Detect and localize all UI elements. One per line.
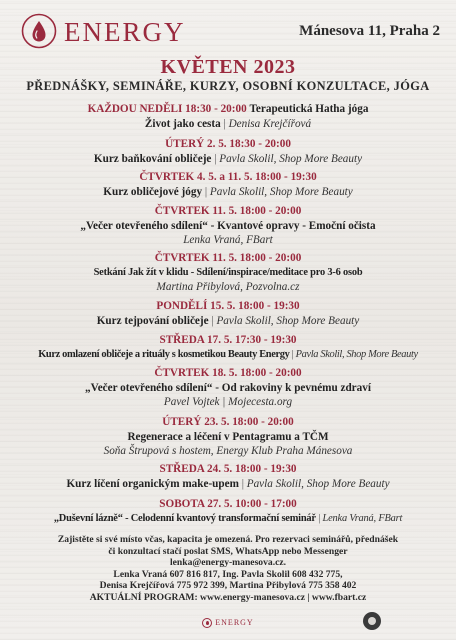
event-title: „Duševní lázně“ - Celodenní kvantový transformační seminář — [53, 512, 316, 524]
footer-logo-text: ENERGY — [215, 618, 254, 627]
event-item — [0, 204, 456, 248]
event-item — [0, 497, 456, 526]
energy-logo-icon — [21, 13, 57, 49]
event-title: Kurz líčení organickým make-upem — [66, 477, 239, 490]
fbart-logo-icon — [363, 612, 381, 630]
footer-email: lenka@energy-manesova.cz. — [169, 557, 287, 569]
event-title: Terapeutická Hatha jóga — [249, 103, 369, 115]
event-lecturer: Pavla Skolil, Shop More Beauty — [295, 348, 418, 360]
event-date: STŘEDA 17. 5. 17:30 - 19:30 — [159, 334, 297, 346]
event-lecturer: Pavel Vojtek | Mojecesta.org — [163, 396, 293, 408]
program-subtitle: PŘEDNÁŠKY, SEMINÁŘE, KURZY, OSOBNÍ KONZULTACE, JÓGA — [26, 79, 430, 93]
event-title: Kurz omlazení obličeje a rituály s kosmetikou Beauty Energy — [38, 348, 290, 360]
event-date: ÚTERÝ 2. 5. 18:30 - 20:00 — [165, 138, 291, 150]
event-lecturer: Martina Přibylová, Pozvolna.cz — [156, 281, 300, 293]
event-item — [0, 415, 456, 459]
footer-phones: Lenka Vraná 607 816 817, Ing. Pavla Skolil 608 432 775, — [113, 568, 343, 580]
event-item — [0, 299, 456, 328]
footer-note: Zajistěte si své místo včas, kapacita je omezená. Pro rezervaci seminářů, přednášek — [57, 534, 399, 545]
footer-contact — [0, 534, 456, 604]
event-lecturer: Lenka Vraná, FBart — [183, 234, 273, 246]
event-date: ČTVRTEK 11. 5. 18:00 - 20:00 — [154, 252, 302, 264]
event-title: „Večer otevřeného sdílení“ - Od rakoviny k pevnému zdraví — [85, 381, 371, 394]
event-item — [0, 333, 456, 362]
event-item — [0, 137, 456, 166]
event-item — [0, 251, 456, 295]
event-lecturer: Pavla Skolil, Shop More Beauty — [216, 314, 360, 327]
event-item — [0, 366, 456, 410]
event-date: KAŽDOU NEDĚLI 18:30 - 20:00 — [87, 103, 247, 115]
event-date: ÚTERÝ 23. 5. 18:00 - 20:00 — [162, 416, 294, 428]
footer-logo — [0, 617, 456, 629]
event-title: Kurz tejpování obličeje — [96, 314, 209, 327]
event-item — [0, 170, 456, 199]
separator: | — [241, 477, 244, 490]
address: Mánesova 11, Praha 2 — [299, 23, 440, 39]
separator: | — [318, 512, 321, 524]
event-item — [0, 462, 456, 491]
event-title: „Večer otevřeného sdílení“ - Kvantové opravy - Emoční očista — [80, 219, 376, 232]
event-date: SOBOTA 27. 5. 10:00 - 17:00 — [159, 498, 297, 510]
energy-mini-logo-icon — [202, 618, 212, 628]
event-lecturer: Denisa Krejčířová — [228, 117, 312, 130]
event-lecturer: Lenka Vraná, FBart — [322, 512, 403, 524]
separator: | — [214, 152, 217, 165]
event-title: Kurz baňkování obličeje — [93, 152, 212, 165]
event-date: ČTVRTEK 18. 5. 18:00 - 20:00 — [154, 367, 302, 379]
event-subtitle: Život jako cesta — [144, 117, 221, 130]
event-date: STŘEDA 24. 5. 18:00 - 19:30 — [159, 463, 297, 475]
footer-program-links: AKTUÁLNÍ PROGRAM: www.energy-manesova.cz | www.fbart.cz — [89, 591, 367, 603]
separator: | — [291, 348, 294, 360]
event-lecturer: Pavla Skolil, Shop More Beauty — [246, 477, 390, 490]
separator: | — [204, 185, 208, 198]
event-title: Setkání Jak žít v klidu - Sdílení/inspirace/meditace pro 3-6 osob — [93, 266, 363, 278]
footer-phones: Denisa Krejčířová 775 972 399, Martina Přibylová 775 358 402 — [99, 580, 357, 592]
logo-wordmark: ENERGY — [64, 17, 186, 47]
header — [0, 0, 456, 56]
event-lecturer: Pavla Skolil, Shop More Beauty — [219, 152, 363, 165]
event-title: Regenerace a léčení v Pentagramu a TČM — [127, 430, 329, 443]
separator: | — [223, 117, 226, 130]
footer-note: či konzultací stačí poslat SMS, WhatsApp nebo Messenger — [108, 545, 348, 557]
event-date: PONDĚLÍ 15. 5. 18:00 - 19:30 — [156, 300, 300, 312]
event-item — [0, 102, 456, 131]
month-title: KVĚTEN 2023 — [160, 56, 296, 78]
event-lecturer: Soňa Štrupová s hostem, Energy Klub Praha Mánesova — [103, 445, 353, 457]
separator: | — [211, 314, 214, 327]
event-lecturer: Pavla Skolil, Shop More Beauty — [209, 185, 353, 198]
event-date: ČTVRTEK 11. 5. 18:00 - 20:00 — [154, 205, 302, 217]
event-title: Kurz obličejové jógy — [103, 185, 203, 198]
event-date: ČTVRTEK 4. 5. a 11. 5. 18:00 - 19:30 — [139, 171, 317, 183]
